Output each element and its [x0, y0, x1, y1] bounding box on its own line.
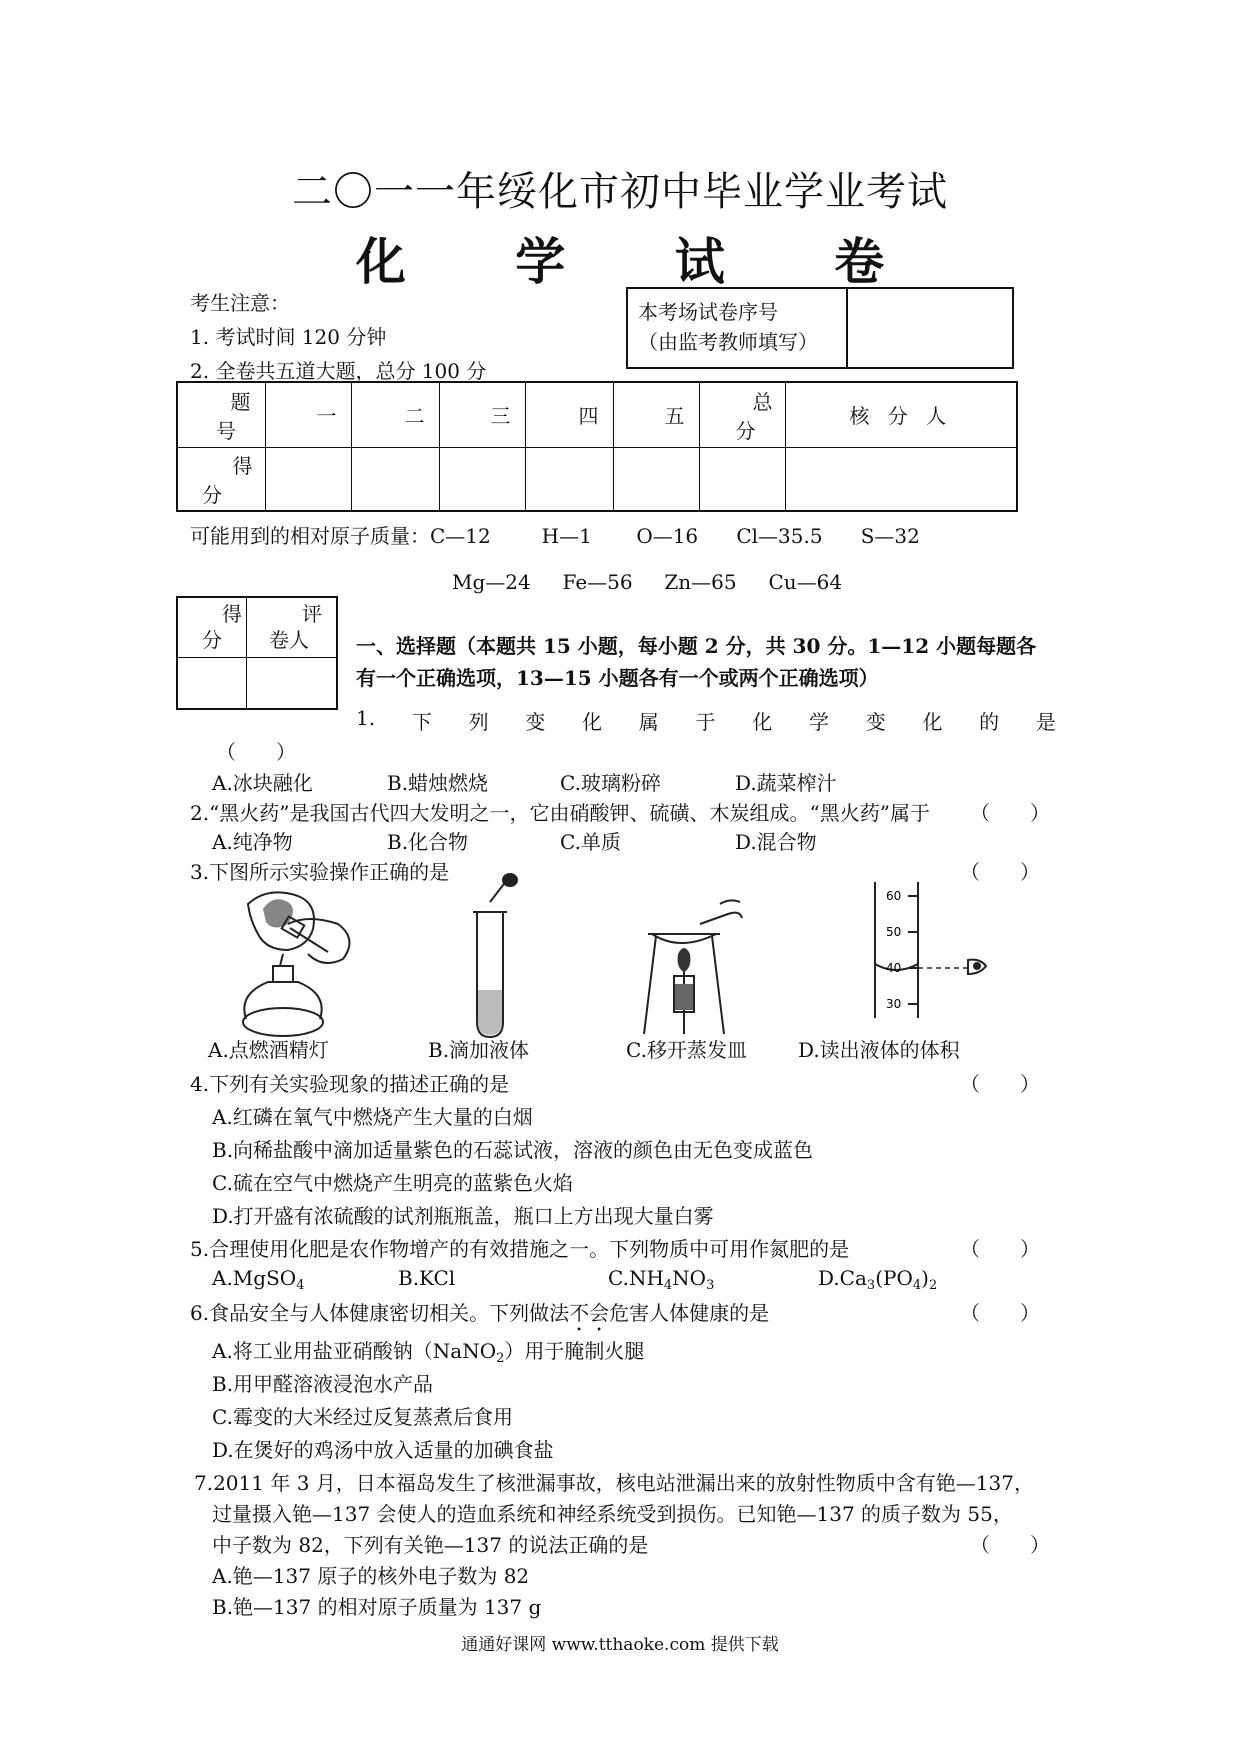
score-checker-header: 核 分 人: [785, 382, 1017, 447]
q4-stem: 4.下列有关实验现象的描述正确的是: [190, 1072, 510, 1096]
atomic-masses-line2: Mg—24 Fe—56 Zn—65 Cu—64: [452, 570, 843, 594]
score-cell[interactable]: [699, 447, 785, 511]
score-col-header: 四: [525, 382, 613, 447]
evaporating-dish-figure: [630, 884, 750, 1042]
grader-name-label: 评 卷人: [247, 597, 338, 657]
score-row-label: 题 号: [177, 382, 265, 447]
cylinder-tick-label: 60: [886, 889, 902, 903]
footer-credit: 通通好课网 www.tthaoke.com 提供下载: [461, 1635, 779, 1655]
dropper-test-tube-figure: [455, 872, 535, 1040]
score-col-header: 二: [351, 382, 439, 447]
q5-option-d[interactable]: $D.Ca_3(PO_4)_2$: [818, 1266, 938, 1293]
q2-option-a[interactable]: A.纯净物: [212, 830, 293, 854]
q2-option-b[interactable]: B.化合物: [387, 830, 469, 854]
notice-item: 2. 全卷共五道大题，总分 100 分: [190, 359, 487, 383]
grader-name-cell[interactable]: [247, 657, 338, 709]
q2-option-d[interactable]: D.混合物: [735, 830, 817, 854]
score-cell[interactable]: [265, 447, 351, 511]
q3-option-c[interactable]: C.移开蒸发皿: [626, 1038, 747, 1062]
subject-title: 化 学 试 卷: [355, 233, 931, 291]
q6-stem: 6.食品安全与人体健康密切相关。下列做法不会危害人体健康的是: [190, 1301, 770, 1325]
score-cell[interactable]: [525, 447, 613, 511]
q1-option-a[interactable]: A.冰块融化: [212, 771, 313, 795]
notice-heading: 考生注意：: [190, 291, 290, 315]
q4-answer-paren[interactable]: （ ）: [960, 1072, 1040, 1096]
alcohol-lamp-lighting-figure: [228, 884, 378, 1044]
serial-number-box: [626, 287, 1014, 369]
score-col-header: 五: [613, 382, 699, 447]
score-col-header: 三: [439, 382, 525, 447]
candidate-notice: [190, 286, 486, 388]
score-cell[interactable]: [351, 447, 439, 511]
q3-option-b[interactable]: B.滴加液体: [428, 1038, 530, 1062]
q1-option-b[interactable]: B.蜡烛燃烧: [387, 771, 489, 795]
serial-value-field[interactable]: [848, 289, 1012, 367]
q5-option-c[interactable]: $C.NH_4NO_3$: [608, 1266, 715, 1293]
score-table: [176, 381, 1018, 512]
score-cell[interactable]: [613, 447, 699, 511]
cylinder-tick-label: 30: [886, 997, 902, 1011]
cylinder-tick-label: 40: [886, 961, 902, 975]
exam-title: 二〇一一年绥化市初中毕业学业考试: [292, 169, 948, 215]
q3-option-a[interactable]: A.点燃酒精灯: [208, 1038, 329, 1062]
grader-score-cell[interactable]: [177, 657, 247, 709]
q7-stem-line: 过量摄入铯—137 会使人的造血系统和神经系统受到损伤。已知铯—137 的质子数为 55，: [212, 1502, 1013, 1526]
q2-answer-paren[interactable]: （ ）: [970, 801, 1050, 825]
q1-option-c[interactable]: C.玻璃粉碎: [560, 771, 661, 795]
q4-option-b[interactable]: B.向稀盐酸中滴加适量紫色的石蕊试液，溶液的颜色由无色变成蓝色: [212, 1138, 814, 1162]
q7-option-b[interactable]: B.铯—137 的相对原子质量为 137 g: [212, 1595, 542, 1619]
q6-option-c[interactable]: C.霉变的大米经过反复蒸煮后食用: [212, 1405, 513, 1429]
q3-answer-paren[interactable]: （ ）: [960, 860, 1040, 884]
q1-stem: 1. 下 列 变 化 属 于 化 学 变 化 的 是: [356, 706, 1056, 734]
q3-stem: 3.下图所示实验操作正确的是: [190, 860, 450, 884]
q5-option-b[interactable]: B.KCl: [398, 1266, 456, 1290]
q2-option-c[interactable]: C.单质: [560, 830, 621, 854]
q4-option-c[interactable]: C.硫在空气中燃烧产生明亮的蓝紫色火焰: [212, 1171, 573, 1195]
score-total-header: 总 分: [699, 382, 785, 447]
serial-label-line: （由监考教师填写）: [638, 330, 818, 354]
q6-answer-paren[interactable]: （ ）: [960, 1301, 1040, 1325]
cylinder-tick-label: 50: [886, 925, 902, 939]
serial-label-line: 本考场试卷序号: [638, 300, 778, 324]
serial-label: [628, 289, 848, 367]
q7-option-a[interactable]: A.铯—137 原子的核外电子数为 82: [212, 1564, 530, 1588]
grader-score-label: 得 分: [177, 597, 247, 657]
q4-option-a[interactable]: A.红磷在氧气中燃烧产生大量的白烟: [212, 1105, 533, 1129]
notice-item: 1. 考试时间 120 分钟: [190, 325, 387, 349]
q5-stem: 5.合理使用化肥是农作物增产的有效措施之一。下列物质中可用作氮肥的是: [190, 1237, 850, 1261]
q4-option-d[interactable]: D.打开盛有浓硫酸的试剂瓶瓶盖，瓶口上方出现大量白雾: [212, 1204, 714, 1228]
q7-stem-line: 中子数为 82，下列有关铯—137 的说法正确的是: [212, 1533, 649, 1557]
q1-option-d[interactable]: D.蔬菜榨汁: [735, 771, 837, 795]
q3-option-d[interactable]: D.读出液体的体积: [798, 1038, 960, 1062]
graduated-cylinder-figure: [840, 880, 990, 1020]
score-cell[interactable]: [785, 447, 1017, 511]
section-1-heading: 一、选择题（本题共 15 小题，每小题 2 分，共 30 分。1—12 小题每题各 有一个正确选项，13—15 小题各有一个或两个正确选项）: [356, 634, 1037, 690]
q5-answer-paren[interactable]: （ ）: [960, 1237, 1040, 1261]
q6-option-d[interactable]: D.在煲好的鸡汤中放入适量的加碘食盐: [212, 1438, 554, 1462]
q5-option-a[interactable]: A.MgSO$_4$: [212, 1266, 305, 1293]
q6-option-a[interactable]: A.将工业用盐亚硝酸钠（NaNO$_2$）用于腌制火腿: [212, 1339, 645, 1366]
grader-box: [176, 596, 338, 710]
score-col-header: 一: [265, 382, 351, 447]
q2-stem: 2.“黑火药”是我国古代四大发明之一，它由硝酸钾、硫磺、木炭组成。“黑火药”属于: [190, 801, 930, 825]
q1-answer-paren[interactable]: （ ）: [216, 740, 296, 764]
score-cell[interactable]: [439, 447, 525, 511]
score-row-label: 得 分: [177, 447, 265, 511]
q7-answer-paren[interactable]: （ ）: [970, 1533, 1050, 1557]
q6-option-b[interactable]: B.用甲醛溶液浸泡水产品: [212, 1372, 434, 1396]
atomic-masses-line1: 可能用到的相对原子质量：C—12 H—1 O—16 Cl—35.5 S—32: [190, 524, 920, 548]
q7-stem-line: 7.2011 年 3 月，日本福岛发生了核泄漏事故，核电站泄漏出来的放射性物质中含有铯—137，: [194, 1471, 1034, 1495]
